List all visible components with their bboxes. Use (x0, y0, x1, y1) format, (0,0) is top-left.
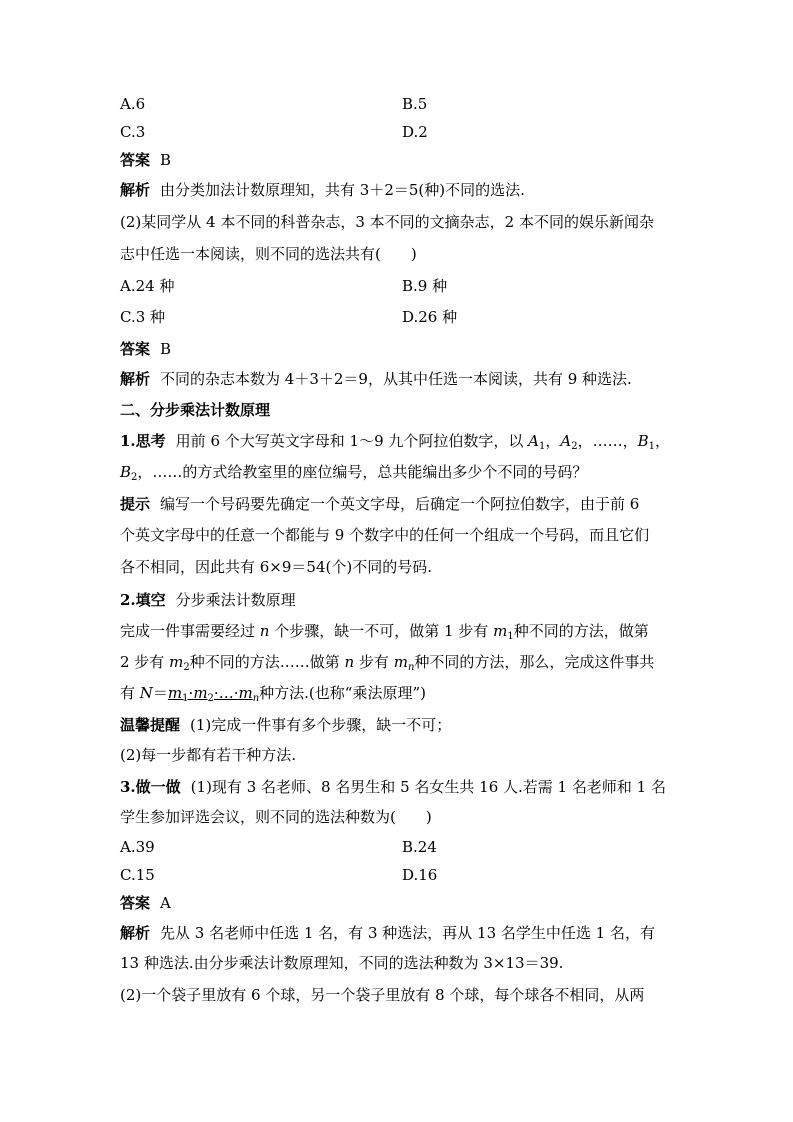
option-c: C.3 (120, 123, 146, 141)
analysis-line (120, 180, 525, 200)
hint-line-2: 个英文字母中的任意一个都能与 9 个数字中的任何一个组成一个号码，而且它们 (120, 526, 650, 544)
text: 步有 (354, 653, 394, 671)
question-stem: 志中任选一本阅读，则不同的选法共有( ) (120, 245, 417, 263)
text: 完成一件事需要经过 (120, 622, 260, 640)
answer-label: 答案 (120, 340, 151, 358)
text: 种方法.(也称“乘法原理”) (259, 684, 426, 702)
hint-label: 提示 (120, 495, 151, 513)
analysis-label: 解析 (120, 181, 151, 199)
principle-line-3 (120, 683, 426, 709)
subscript: 2 (571, 441, 578, 452)
tip-text: (1)完成一件事有多个步骤，缺一不可； (190, 716, 452, 734)
var-m: m (493, 622, 508, 640)
think-text: ，……的方式给教室里的座位编号，总共能编出多少个不同的号码？ (137, 463, 588, 481)
option-d: D.16 (402, 866, 438, 884)
fill-title: 分步乘法计数原理 (175, 591, 296, 609)
subscript: 1 (507, 631, 514, 642)
option-c: C.15 (120, 866, 155, 884)
answer-line (120, 893, 171, 913)
option-c: C.3 种 (120, 308, 166, 326)
subscript: 2 (131, 472, 138, 483)
analysis-text: 先从 3 名老师中任选 1 名，有 3 种选法，再从 13 名学生中任选 1 名，有 (160, 924, 655, 942)
hint-line-1 (120, 494, 639, 514)
hint-text: 编写一个号码要先确定一个英文字母，后确定一个阿拉伯数字，由于前 6 (160, 495, 640, 513)
analysis-line (120, 369, 632, 389)
text: 种不同的方法，做第 (513, 622, 649, 640)
subscript: 1 (539, 441, 546, 452)
try-line-2: 学生参加评选会议，则不同的选法种数为( ) (120, 808, 432, 826)
tip-label: 温馨提醒 (120, 716, 181, 734)
option-b: B.5 (402, 95, 428, 113)
section-title: 二、分步乘法计数原理 (120, 401, 271, 419)
subscript: n (407, 662, 415, 673)
principle-line-2 (120, 652, 654, 678)
text: 2 步有 (120, 653, 170, 671)
think-label: 1.思考 (120, 432, 166, 450)
text: 种不同的方法，那么，完成这件事共 (414, 653, 655, 671)
answer-value: B (160, 151, 172, 169)
var-b: B (637, 432, 649, 450)
option-b: B.9 种 (402, 277, 448, 295)
try-line-1 (120, 777, 666, 797)
answer-value: A (160, 894, 171, 912)
var-n-upper: N (139, 684, 153, 702)
answer-line (120, 339, 171, 359)
try-text: (1)现有 3 名老师、8 名男生和 5 名女生共 16 人.若需 1 名老师和 1 名 (190, 778, 666, 796)
text: 种不同的方法……做第 (189, 653, 345, 671)
analysis-text: 由分类加法计数原理知，共有 3＋2＝5(种)不同的选法. (160, 181, 525, 199)
option-a: A.6 (120, 95, 146, 113)
text: ＝ (152, 684, 168, 702)
var-m: m (393, 653, 408, 671)
var-n: n (259, 622, 270, 640)
option-a: A.39 (120, 838, 155, 856)
think-line-2 (120, 462, 587, 488)
principle-line-1 (120, 621, 649, 647)
text: 个步骤，缺一不可，做第 1 步有 (269, 622, 494, 640)
analysis-line (120, 923, 655, 943)
think-line-1: 1.思考 用前 6 个大写英文字母和 1～9 九个阿拉伯数字，以 $A_1$，$A_2$，……，$B_1$， (120, 432, 671, 452)
formula: $m_1\cdot m_2\cdot\dots\cdot m_n$ (167, 684, 260, 704)
hint-line-3: 各不相同，因此共有 6×9＝54(个)不同的号码. (120, 558, 432, 576)
text: 有 (120, 684, 140, 702)
analysis-label: 解析 (120, 370, 151, 388)
subscript: 2 (183, 662, 190, 673)
think-text: 用前 6 个大写英文字母和 1～9 九个阿拉伯数字，以 (175, 432, 529, 450)
tip-line-2: (2)每一步都有若干种方法. (120, 746, 297, 764)
question-stem: (2)某同学从 4 本不同的科普杂志，3 本不同的文摘杂志，2 本不同的娱乐新闻杂 (120, 213, 654, 231)
var-n: n (344, 653, 355, 671)
var-b: B (120, 463, 132, 481)
var-a: A (528, 432, 539, 450)
answer-value: B (160, 340, 172, 358)
answer-label: 答案 (120, 151, 151, 169)
var-m: m (169, 653, 184, 671)
fill-label: 2.填空 (120, 591, 166, 609)
option-d: D.2 (402, 123, 428, 141)
var-a: A (560, 432, 572, 450)
analysis-label: 解析 (120, 924, 151, 942)
question-stem: (2)一个袋子里放有 6 个球，另一个袋子里放有 8 个球，每个球各不相同，从两 (120, 986, 645, 1004)
subscript: 1 (648, 441, 656, 452)
option-b: B.24 (402, 838, 437, 856)
answer-label: 答案 (120, 894, 151, 912)
fill-heading (120, 590, 296, 610)
option-d: D.26 种 (402, 308, 458, 326)
try-label: 3.做一做 (120, 778, 181, 796)
analysis-text: 不同的杂志本数为 4＋3＋2＝9，从其中任选一本阅读，共有 9 种选法. (160, 370, 632, 388)
ellipsis: ，……， (577, 432, 638, 450)
option-a: A.24 种 (120, 277, 175, 295)
tip-line-1 (120, 715, 451, 735)
answer-line (120, 150, 171, 170)
analysis-line-2: 13 种选法.由分步乘法计数原理知，不同的选法种数为 3×13＝39. (120, 954, 564, 972)
